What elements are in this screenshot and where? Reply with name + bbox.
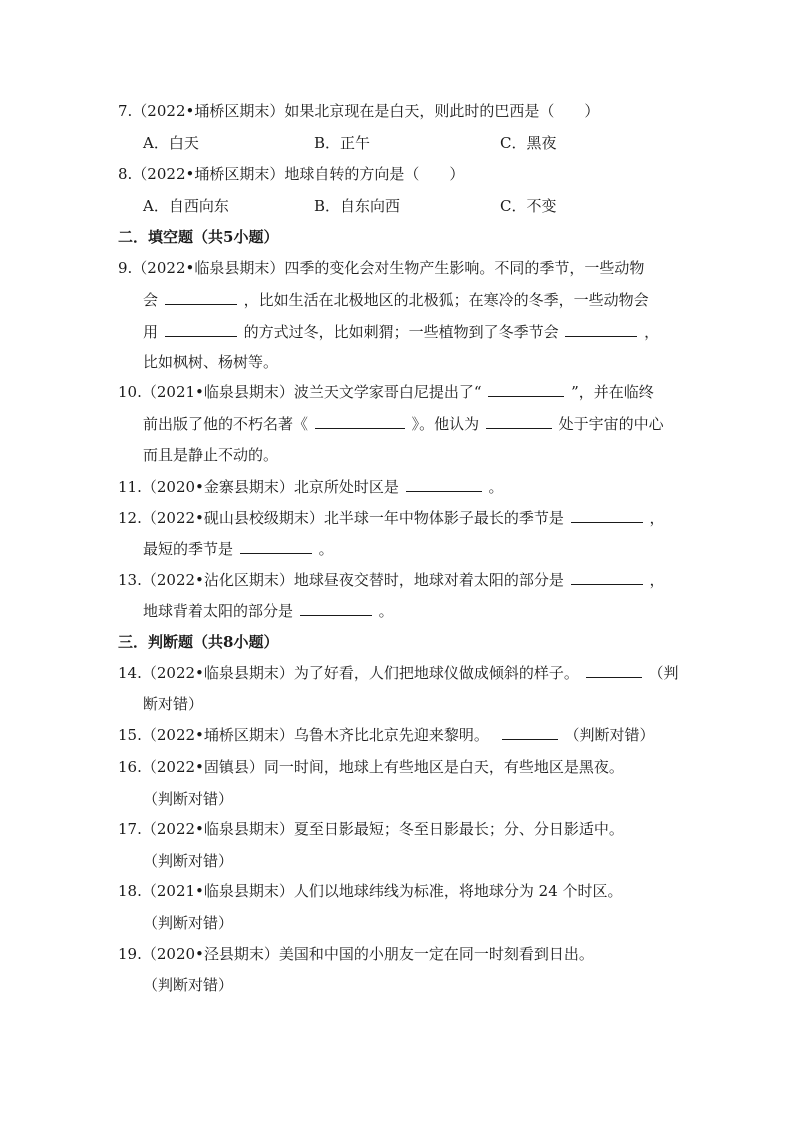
- question-18-line-1: 18.（2021•临泉县期末）人们以地球纬线为标准，将地球分为 24 个时区。: [118, 882, 623, 900]
- question-9-text: 会: [143, 291, 159, 309]
- answer-blank[interactable]: [488, 382, 564, 397]
- question-14-text: 14.（2022•临泉县期末）为了好看，人们把地球仪做成倾斜的样子。: [118, 664, 579, 682]
- section-fill-in-title: 二．填空题（共5小题）: [118, 228, 279, 246]
- question-15-text: （判断对错）: [564, 726, 655, 744]
- question-16-line-1: 16.（2022•固镇县）同一时间，地球上有些地区是白天，有些地区是黑夜。: [118, 758, 624, 776]
- question-10-line-3: 而且是静止不动的。: [143, 446, 279, 464]
- question-9-line-4: 比如枫树、杨树等。: [143, 353, 279, 371]
- question-10-text: 处于宇宙的中心: [558, 415, 664, 433]
- question-13-text: ，: [649, 571, 665, 589]
- question-12-text: 最短的季节是: [143, 540, 234, 558]
- question-12-text: 。: [318, 540, 334, 558]
- answer-blank[interactable]: [165, 322, 237, 337]
- question-7-option-c: C．黑夜: [500, 134, 557, 152]
- question-10-text: 前出版了他的不朽名著《: [143, 415, 309, 433]
- answer-blank[interactable]: [571, 508, 643, 523]
- answer-blank[interactable]: [502, 725, 558, 740]
- question-9-text: ，: [644, 323, 660, 341]
- answer-blank[interactable]: [586, 663, 642, 678]
- answer-blank[interactable]: [486, 414, 552, 429]
- question-16-line-2: （判断对错）: [143, 790, 234, 808]
- question-12-line-1: [118, 508, 664, 528]
- answer-blank[interactable]: [240, 539, 312, 554]
- question-10-text: 》。他认为: [411, 415, 480, 433]
- question-9-line-2: [143, 290, 649, 310]
- question-13-line-1: [118, 570, 664, 590]
- question-10-line-2: [143, 414, 664, 434]
- question-14-line-2: 断对错）: [143, 695, 204, 713]
- answer-blank[interactable]: [300, 601, 372, 616]
- question-9-line-3: [143, 322, 659, 342]
- question-11-text: 11.（2020•金寨县期末）北京所处时区是: [118, 478, 399, 496]
- answer-blank[interactable]: [565, 322, 637, 337]
- question-8-stem: 8.（2022•埇桥区期末）地球自转的方向是（ ）: [118, 165, 465, 183]
- question-9-text: ，比如生活在北极地区的北极狐；在寒冷的冬季，一些动物会: [243, 291, 649, 309]
- question-19-line-2: （判断对错）: [143, 976, 234, 994]
- question-13-text: 地球背着太阳的部分是: [143, 602, 294, 620]
- question-10-text: 10.（2021•临泉县期末）波兰天文学家哥白尼提出了“: [118, 383, 482, 401]
- question-18-line-2: （判断对错）: [143, 914, 234, 932]
- question-14-line-1: [118, 663, 678, 683]
- question-15: [118, 725, 654, 745]
- question-10-line-1: [118, 382, 654, 402]
- answer-blank[interactable]: [315, 414, 405, 429]
- question-7-option-a: A．白天: [143, 134, 199, 152]
- question-13-text: 。: [378, 602, 394, 620]
- section-true-false-title: 三．判断题（共8小题）: [118, 633, 279, 651]
- question-8-option-c: C．不变: [500, 197, 557, 215]
- question-14-text: （判: [648, 664, 679, 682]
- question-12-text: 12.（2022•砚山县校级期末）北半球一年中物体影子最长的季节是: [118, 509, 564, 527]
- question-8-option-b: B．自东向西: [314, 197, 401, 215]
- question-12-text: ，: [649, 509, 665, 527]
- question-17-line-1: 17.（2022•临泉县期末）夏至日影最短；冬至日影最长；分、分日影适中。: [118, 820, 624, 838]
- question-11-text: 。: [488, 478, 504, 496]
- question-7-stem: 7.（2022•埇桥区期末）如果北京现在是白天，则此时的巴西是（ ）: [118, 102, 600, 120]
- answer-blank[interactable]: [406, 477, 482, 492]
- answer-blank[interactable]: [165, 290, 237, 305]
- question-7-option-b: B．正午: [314, 134, 371, 152]
- question-9-text: 用: [143, 323, 159, 341]
- question-9-text: 的方式过冬，比如刺猬；一些植物到了冬季节会: [243, 323, 559, 341]
- question-11: [118, 477, 503, 497]
- question-12-line-2: [143, 539, 334, 559]
- question-13-line-2: [143, 601, 394, 621]
- question-19-line-1: 19.（2020•泾县期末）美国和中国的小朋友一定在同一时刻看到日出。: [118, 945, 594, 963]
- answer-blank[interactable]: [571, 570, 643, 585]
- question-13-text: 13.（2022•沾化区期末）地球昼夜交替时，地球对着太阳的部分是: [118, 571, 564, 589]
- question-9-line-1: 9.（2022•临泉县期末）四季的变化会对生物产生影响。不同的季节，一些动物: [118, 259, 645, 277]
- question-17-line-2: （判断对错）: [143, 852, 234, 870]
- question-8-option-a: A．自西向东: [143, 197, 229, 215]
- question-10-text: ”，并在临终: [571, 383, 654, 401]
- question-15-text: 15.（2022•埇桥区期末）乌鲁木齐比北京先迎来黎明。: [118, 726, 489, 744]
